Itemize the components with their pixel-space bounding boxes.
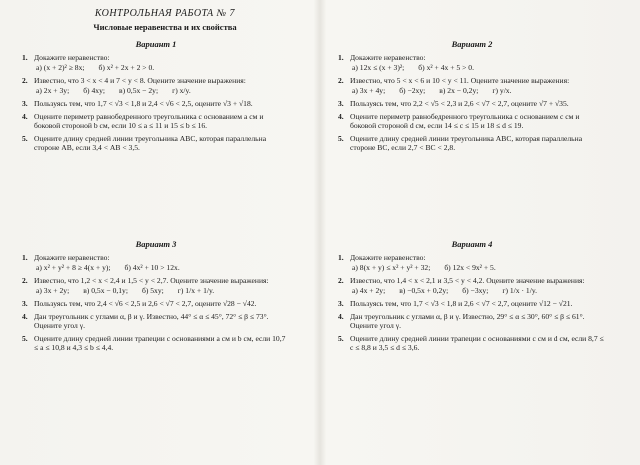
- task-number: 5.: [338, 333, 344, 343]
- task-subitem: б) 12x < 9x² + 5.: [444, 263, 496, 273]
- task-item: [22, 134, 290, 153]
- task-subitem: б) x² + 2x + 2 > 0.: [98, 63, 155, 73]
- task-text: Пользуясь тем, что 2,4 < √6 < 2,5 и 2,6 < √7 < 2,7, оцените √28 − √42.: [34, 298, 257, 308]
- task-text: Оцените длину средней линии треугольника ABC, которая параллельна стороне AB, если 3,4 < AB < 3,5.: [34, 133, 267, 153]
- task-item: [338, 112, 606, 131]
- task-body: [350, 53, 606, 73]
- task-number: 1.: [338, 52, 344, 62]
- task-item: [338, 99, 606, 109]
- task-subitem: а) 3x + 2y;: [36, 286, 70, 296]
- task-body: [34, 112, 290, 131]
- task-number: 4.: [338, 311, 344, 321]
- task-item: [338, 76, 606, 96]
- task-number: 4.: [338, 111, 344, 121]
- task-subitem: в) −0,5x + 0,2y;: [399, 286, 449, 296]
- task-subitems: [352, 63, 606, 73]
- task-text: Известно, что 1,2 < x < 2,4 и 1,5 < y < 2,7. Оцените значение выражения:: [34, 275, 269, 285]
- task-text: Оцените периметр равнобедренного треугольника с основанием a см и боковой стороной b см, если 10 ≤ a ≤ 11 и 15 ≤ b ≤ 16.: [34, 111, 264, 131]
- task-text: Докажите неравенство:: [34, 52, 110, 62]
- task-body: [34, 312, 290, 331]
- task-body: [34, 53, 290, 73]
- task-text: Пользуясь тем, что 1,7 < √3 < 1,8 и 2,4 < √6 < 2,5, оцените √3 + √18.: [34, 98, 253, 108]
- task-number: 2.: [338, 75, 344, 85]
- task-body: [350, 76, 606, 96]
- task-subitem: б) 4xy;: [83, 86, 105, 96]
- variant-4: [338, 240, 606, 356]
- task-item: [22, 334, 290, 353]
- task-subitems: [352, 263, 606, 273]
- task-number: 2.: [338, 275, 344, 285]
- worksheet-subtitle: Числовые неравенства и их свойства: [93, 22, 237, 32]
- task-subitem: б) −2xy;: [399, 86, 426, 96]
- task-number: 3.: [338, 98, 344, 108]
- task-number: 4.: [22, 311, 28, 321]
- variant-title: Вариант 3: [135, 239, 177, 249]
- task-body: [350, 334, 606, 353]
- variant-2: [338, 40, 606, 156]
- task-text: Пользуясь тем, что 1,7 < √3 < 1,8 и 2,6 < √7 < 2,7, оцените √12 − √21.: [350, 298, 573, 308]
- task-item: [22, 253, 290, 273]
- task-body: [350, 276, 606, 296]
- task-subitem: в) 0,5x − 2y;: [118, 86, 159, 96]
- task-item: [338, 134, 606, 153]
- task-subitems: [352, 286, 606, 296]
- task-subitem: а) 12x ≤ (x + 3)²;: [352, 63, 405, 73]
- task-subitem: г) y/x.: [492, 86, 512, 96]
- task-subitem: г) x/y.: [172, 86, 191, 96]
- task-body: [350, 253, 606, 273]
- task-subitem: б) −3xy;: [462, 286, 489, 296]
- variant-3: [22, 240, 290, 356]
- task-text: Известно, что 5 < x < 6 и 10 < y < 11. Оцените значение выражения:: [350, 75, 570, 85]
- task-text: Оцените длину средней линии трапеции с основаниями a см и b см, если 10,7 ≤ a ≤ 10,8 и 4,3 ≤ b ≤ 4,4.: [34, 333, 286, 353]
- task-text: Докажите неравенство:: [34, 252, 110, 262]
- task-number: 5.: [22, 333, 28, 343]
- task-body: [34, 276, 290, 296]
- task-subitem: г) 1/x + 1/y.: [177, 286, 215, 296]
- task-item: [22, 53, 290, 73]
- task-subitem: а) 4x + 2y;: [352, 286, 386, 296]
- task-subitems: [36, 263, 290, 273]
- task-body: [350, 134, 606, 153]
- task-item: [338, 253, 606, 273]
- task-text: Известно, что 1,4 < x < 2,1 и 3,5 < y < 4,2. Оцените значение выражения:: [350, 275, 585, 285]
- task-text: Докажите неравенство:: [350, 52, 426, 62]
- task-text: Оцените длину средней линии трапеции с основаниями c см и d см, если 8,7 ≤ c ≤ 8,8 и 3,5 ≤ d ≤ 3,6.: [350, 333, 604, 353]
- task-subitems: [36, 63, 290, 73]
- task-text: Дан треугольник с углами α, β и γ. Известно, 29° ≤ α ≤ 30°, 60° ≤ β ≤ 61°. Оцените угол γ.: [350, 311, 585, 331]
- task-body: [350, 99, 606, 109]
- task-body: [350, 299, 606, 309]
- task-subitems: [36, 86, 290, 96]
- task-body: [34, 134, 290, 153]
- task-number: 1.: [22, 252, 28, 262]
- task-number: 1.: [22, 52, 28, 62]
- task-item: [338, 299, 606, 309]
- task-subitems: [36, 286, 290, 296]
- task-subitem: г) 1/x · 1/y.: [502, 286, 538, 296]
- task-subitem: в) 2x − 0,2y;: [439, 86, 479, 96]
- task-subitem: б) x² + 4x + 5 > 0.: [418, 63, 474, 73]
- task-subitem: а) 3x + 4y;: [352, 86, 386, 96]
- task-item: [22, 276, 290, 296]
- task-body: [34, 253, 290, 273]
- task-item: [338, 312, 606, 331]
- task-number: 2.: [22, 75, 28, 85]
- task-subitem: а) 2x + 3y;: [36, 86, 70, 96]
- task-subitem: а) (x + 2)² ≥ 8x;: [36, 63, 85, 73]
- task-text: Дан треугольник с углами α, β и γ. Известно, 44° ≤ α ≤ 45°, 72° ≤ β ≤ 73°. Оцените угол γ.: [34, 311, 269, 331]
- task-item: [338, 276, 606, 296]
- variant-title: Вариант 4: [451, 239, 493, 249]
- task-number: 3.: [22, 98, 28, 108]
- task-item: [22, 76, 290, 96]
- task-item: [338, 334, 606, 353]
- task-body: [34, 299, 290, 309]
- task-text: Оцените периметр равнобедренного треугольника с основанием c см и боковой стороной d см, если 14 ≤ c ≤ 15 и 18 ≤ d ≤ 19.: [350, 111, 580, 131]
- task-item: [22, 299, 290, 309]
- task-text: Известно, что 3 < x < 4 и 7 < y < 8. Оцените значение выражения:: [34, 75, 246, 85]
- task-body: [34, 76, 290, 96]
- task-item: [22, 312, 290, 331]
- task-text: Оцените длину средней линии треугольника ABC, которая параллельна стороне BC, если 2,7 < BC < 2,8.: [350, 133, 583, 153]
- task-subitem: в) 0,5x − 0,1y;: [83, 286, 128, 296]
- task-body: [350, 312, 606, 331]
- task-number: 1.: [338, 252, 344, 262]
- task-subitem: б) 4x² + 10 > 12x.: [124, 263, 180, 273]
- task-body: [34, 99, 290, 109]
- task-item: [22, 112, 290, 131]
- task-subitem: а) 8(x + y) ≤ x² + y² + 32;: [352, 263, 431, 273]
- task-body: [34, 334, 290, 353]
- task-item: [22, 99, 290, 109]
- task-body: [350, 112, 606, 131]
- task-number: 4.: [22, 111, 28, 121]
- task-item: [338, 53, 606, 73]
- task-subitems: [352, 86, 606, 96]
- task-text: Докажите неравенство:: [350, 252, 426, 262]
- task-subitem: а) x² + y² + 8 ≥ 4(x + y);: [36, 263, 111, 273]
- task-number: 3.: [338, 298, 344, 308]
- task-subitem: б) 5xy;: [141, 286, 164, 296]
- task-number: 5.: [22, 133, 28, 143]
- variant-title: Вариант 1: [135, 39, 177, 49]
- task-number: 5.: [338, 133, 344, 143]
- task-number: 3.: [22, 298, 28, 308]
- variant-1: [22, 40, 290, 156]
- worksheet-title: КОНТРОЛЬНАЯ РАБОТА № 7: [94, 8, 236, 19]
- task-text: Пользуясь тем, что 2,2 < √5 < 2,3 и 2,6 < √7 < 2,7, оцените √7 + √35.: [350, 98, 569, 108]
- variant-title: Вариант 2: [451, 39, 493, 49]
- task-number: 2.: [22, 275, 28, 285]
